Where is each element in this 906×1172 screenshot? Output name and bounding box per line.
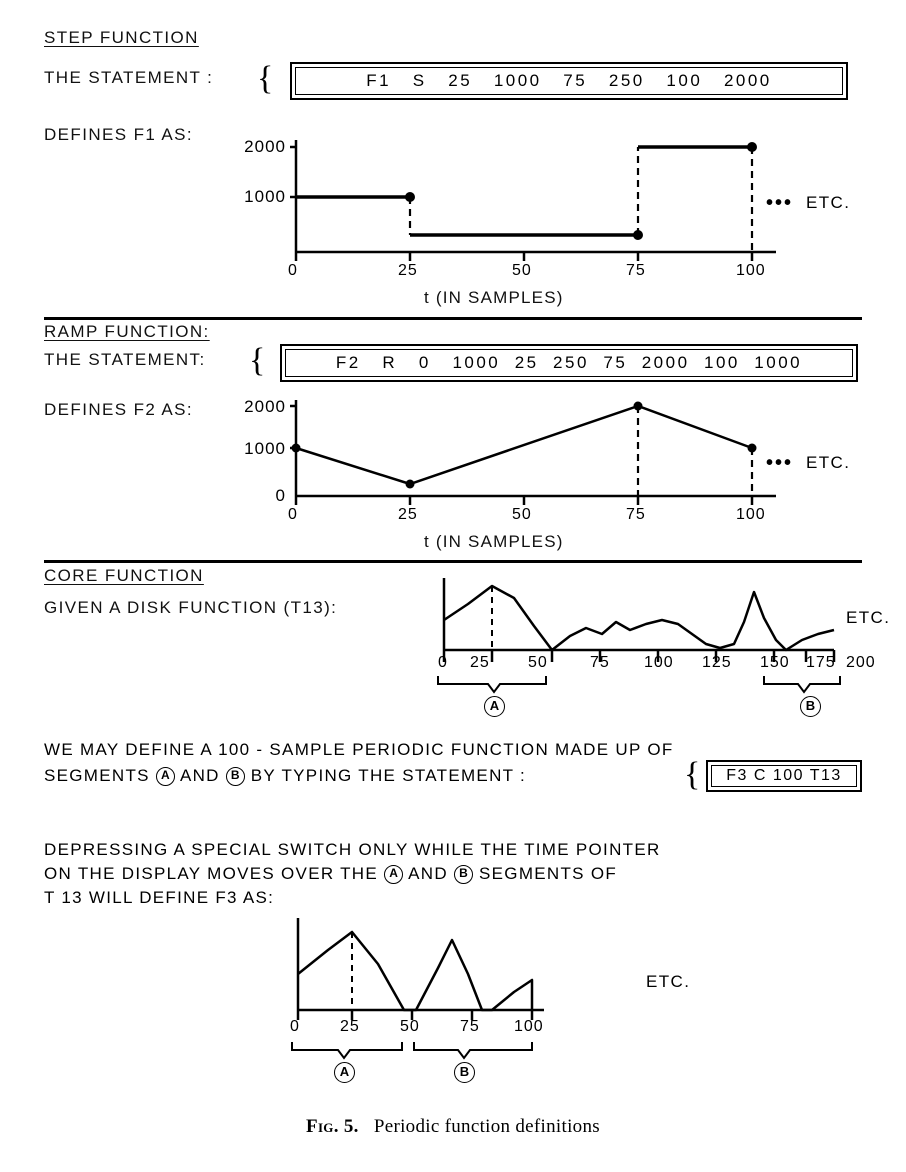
ramp-marker-100 — [748, 444, 757, 453]
step-statement-box[interactable] — [290, 62, 848, 100]
para2-seg-mid: AND — [408, 864, 448, 883]
f3-segment-a-badge: A — [334, 1062, 355, 1083]
disk-xlabel-200: 200 — [846, 654, 876, 671]
ramp-xlabel-100: 100 — [736, 506, 766, 523]
ramp-xaxis-title: t (IN SAMPLES) — [424, 532, 564, 551]
step-brace: { — [257, 60, 274, 97]
step-xlabel-25: 25 — [398, 262, 418, 279]
disk-segment-braces — [434, 676, 854, 696]
step-etc-dots: ••• — [766, 192, 794, 214]
segment-a-inline-badge-2: A — [384, 865, 403, 884]
f3-etc-label: ETC. — [646, 972, 691, 991]
step-xaxis-title: t (IN SAMPLES) — [424, 288, 564, 307]
step-xlabel-75: 75 — [626, 262, 646, 279]
segment-a-badge: A — [484, 696, 505, 717]
step-xlabel-0: 0 — [288, 262, 298, 279]
core-paragraph-2-line-2 — [44, 862, 617, 886]
step-etc-label: ETC. — [806, 193, 851, 212]
ramp-y-tick-1000: 1000 — [244, 439, 286, 458]
step-y-tick-2000: 2000 — [244, 137, 286, 156]
segment-b-inline-badge: B — [226, 767, 245, 786]
core-paragraph-1-line-1: WE MAY DEFINE A 100 - SAMPLE PERIODIC FUNCTION MADE UP OF — [44, 740, 674, 759]
segment-a-inline-badge: A — [156, 767, 175, 786]
figure-caption-text: Periodic function definitions — [373, 1116, 600, 1137]
para2-seg-post: SEGMENTS OF — [479, 864, 618, 883]
step-defines-label: DEFINES F1 AS: — [44, 125, 194, 144]
disk-xlabel-125: 125 — [702, 654, 732, 671]
f3-xlabel-25: 25 — [340, 1018, 360, 1035]
f3-segment-b-brace — [414, 1042, 532, 1058]
ramp-xlabel-25: 25 — [398, 506, 418, 523]
step-xlabel-50: 50 — [512, 262, 532, 279]
step-statement-label: THE STATEMENT : — [44, 68, 214, 87]
segment-b-inline-badge-2: B — [454, 865, 473, 884]
core-paragraph-2-line-3: T 13 WILL DEFINE F3 AS: — [44, 888, 275, 907]
core-function-heading: CORE FUNCTION — [44, 566, 204, 585]
figure-caption — [0, 1116, 906, 1138]
core-statement-brace: { — [684, 756, 701, 793]
figure-caption-label: Fig. 5. — [306, 1116, 359, 1137]
para1-seg-pre: SEGMENTS — [44, 766, 150, 785]
disk-xlabel-75: 75 — [590, 654, 610, 671]
ramp-xlabel-0: 0 — [288, 506, 298, 523]
segment-a-brace — [438, 676, 546, 692]
disk-etc-label: ETC. — [846, 608, 891, 627]
ramp-y-tick-2000: 2000 — [244, 397, 286, 416]
ramp-xlabel-50: 50 — [512, 506, 532, 523]
segment-b-badge: B — [800, 696, 821, 717]
disk-xlabel-150: 150 — [760, 654, 790, 671]
disk-xlabel-175: 175 — [806, 654, 836, 671]
ramp-etc-label: ETC. — [806, 453, 851, 472]
ramp-xlabel-75: 75 — [626, 506, 646, 523]
step-marker-25 — [405, 192, 415, 202]
f3-xlabel-100: 100 — [514, 1018, 544, 1035]
divider-1 — [44, 317, 862, 320]
segment-b-brace — [764, 676, 840, 692]
core-given-label: GIVEN A DISK FUNCTION (T13): — [44, 598, 338, 617]
f3-periodic-function-plot — [286, 918, 606, 1028]
core-statement-box[interactable] — [706, 760, 862, 792]
disk-xlabel-0: 0 — [438, 654, 448, 671]
f3-xlabel-50: 50 — [400, 1018, 420, 1035]
step-statement-value: F1 S 25 1000 75 250 100 2000 — [366, 71, 772, 90]
ramp-statement-label: THE STATEMENT: — [44, 350, 206, 369]
f3-segment-braces — [286, 1042, 586, 1062]
step-function-plot — [246, 132, 806, 307]
step-marker-75 — [633, 230, 643, 240]
ramp-etc-dots: ••• — [766, 452, 794, 474]
para1-seg-mid: AND — [179, 766, 220, 785]
ramp-marker-0 — [292, 444, 301, 453]
core-paragraph-1-line-2 — [44, 764, 526, 788]
disk-trace — [444, 586, 834, 650]
f3-segment-b-badge: B — [454, 1062, 475, 1083]
para1-seg-post: BY TYPING THE STATEMENT : — [250, 766, 527, 785]
f3-xlabel-0: 0 — [290, 1018, 300, 1035]
step-xlabel-100: 100 — [736, 262, 766, 279]
core-statement-value: F3 C 100 T13 — [726, 767, 842, 784]
step-marker-100 — [747, 142, 757, 152]
ramp-function-plot — [246, 392, 806, 552]
ramp-marker-25 — [406, 480, 415, 489]
f3-xlabel-75: 75 — [460, 1018, 480, 1035]
ramp-statement-box[interactable] — [280, 344, 858, 382]
ramp-defines-label: DEFINES F2 AS: — [44, 400, 194, 419]
ramp-marker-75 — [634, 402, 643, 411]
step-y-tick-1000: 1000 — [244, 187, 286, 206]
step-function-heading: STEP FUNCTION — [44, 28, 199, 47]
disk-xlabel-100: 100 — [644, 654, 674, 671]
ramp-statement-value: F2 R 0 1000 25 250 75 2000 100 1000 — [335, 353, 803, 372]
para2-seg-pre: ON THE DISPLAY MOVES OVER THE — [44, 864, 379, 883]
ramp-function-heading: RAMP FUNCTION: — [44, 322, 210, 341]
core-paragraph-2-line-1: DEPRESSING A SPECIAL SWITCH ONLY WHILE THE TIME POINTER — [44, 840, 661, 859]
ramp-brace: { — [249, 342, 266, 379]
f3-trace — [298, 932, 532, 1010]
ramp-trace — [296, 406, 752, 484]
divider-2 — [44, 560, 862, 563]
ramp-y-tick-0: 0 — [275, 486, 286, 505]
f3-segment-a-brace — [292, 1042, 402, 1058]
disk-xlabel-50: 50 — [528, 654, 548, 671]
disk-xlabel-25: 25 — [470, 654, 490, 671]
